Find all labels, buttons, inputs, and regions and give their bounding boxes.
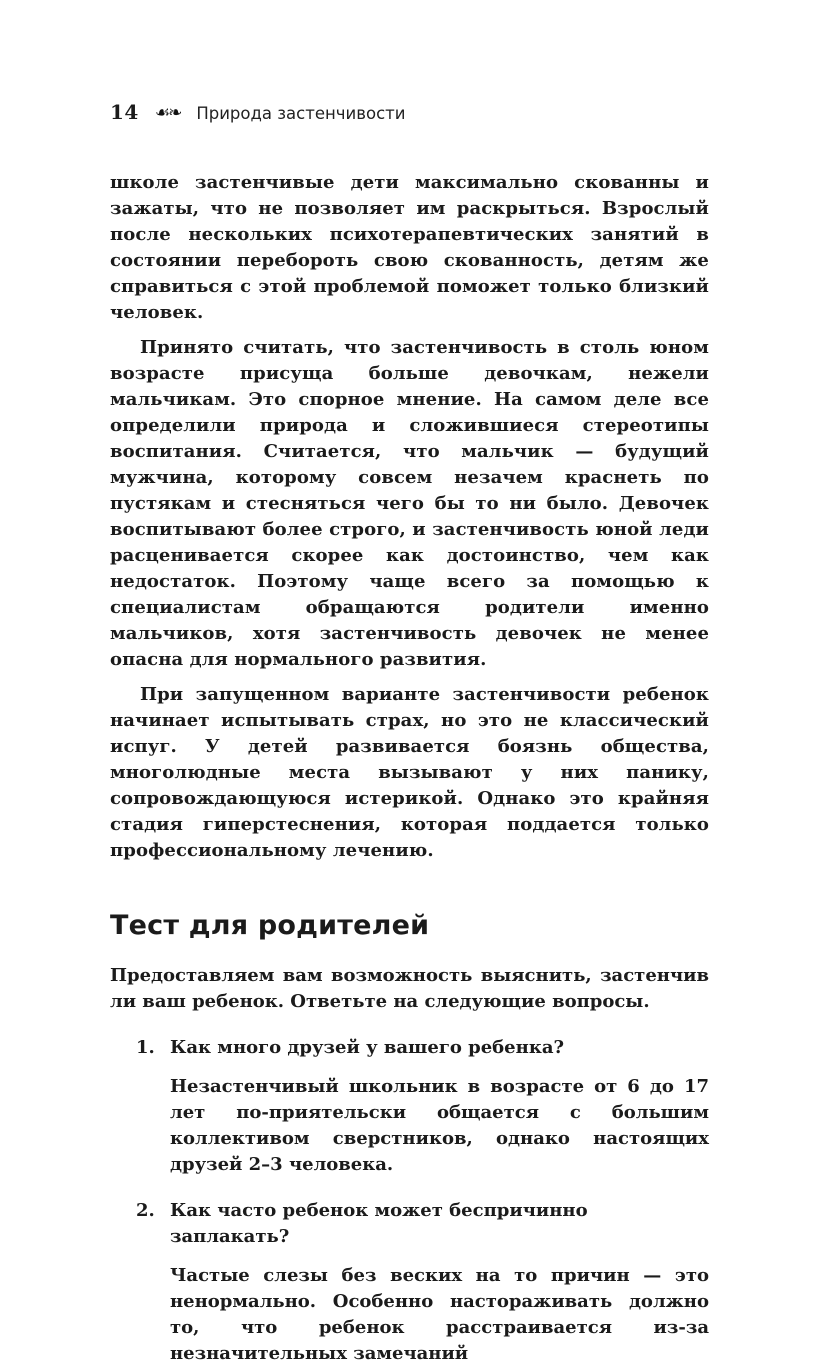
paragraph: При запущенном варианте застенчивости ребенок начинает испытывать страх, но это не классический испуг. У детей развивается боязнь общества, многолюдные места вызывают у них панику, сопровождающуюся истерикой. Однако это крайняя стадия гиперстеснения, которая поддается только профессиональному лечению. <box>110 684 709 861</box>
question-number: 2. <box>136 1200 155 1221</box>
page-number: 14 <box>110 100 139 124</box>
question-answer: Незастенчивый школьник в возрасте от 6 до 17 лет по-приятельски общается с большим коллективом сверстников, однако настоящих друзей 2–3 человека. <box>170 1076 709 1175</box>
fleuron-ornament-icon: ☙❧ <box>154 103 181 123</box>
running-header <box>110 100 709 124</box>
question-text: Как часто ребенок может беспричинно заплакать? <box>170 1200 588 1247</box>
paragraph: школе застенчивые дети максимально скованны и зажаты, что не позволяет им раскрыться. Взрослый после нескольких психотерапевтических занятий в состоянии перебороть свою скованность, детям же справиться с этой проблемой поможет только близкий человек. <box>110 172 709 323</box>
list-item <box>136 1035 709 1178</box>
question-answer: Частые слезы без веских на то причин — это ненормально. Особенно настораживать должно то, что ребенок расстраивается из-за незначительных замечаний <box>170 1265 709 1364</box>
question-text: Как много друзей у вашего ребенка? <box>170 1037 565 1058</box>
body-text <box>110 170 709 864</box>
paragraph: Принято считать, что застенчивость в столь юном возрасте присуща больше девочкам, нежели мальчикам. Это спорное мнение. На самом деле все определили природа и сложившиеся стереотипы воспитания. Считается, что мальчик — будущий мужчина, которому совсем незачем краснеть по пустякам и стесняться чего бы то ни было. Девочек воспитывают более строго, и застенчивость юной леди расценивается скорее как достоинство, чем как недостаток. Поэтому чаще всего за помощью к специалистам обращаются родители именно мальчиков, хотя застенчивость девочек не менее опасна для нормального развития. <box>110 337 709 670</box>
section-heading: Тест для родителей <box>110 910 430 941</box>
intro-paragraph: Предоставляем вам возможность выяснить, застенчив ли ваш ребенок. Ответьте на следующие вопросы. <box>110 965 709 1012</box>
question-number: 1. <box>136 1037 155 1058</box>
question-list <box>136 1035 709 1367</box>
running-title: Природа застенчивости <box>196 104 406 123</box>
list-item <box>136 1198 709 1367</box>
